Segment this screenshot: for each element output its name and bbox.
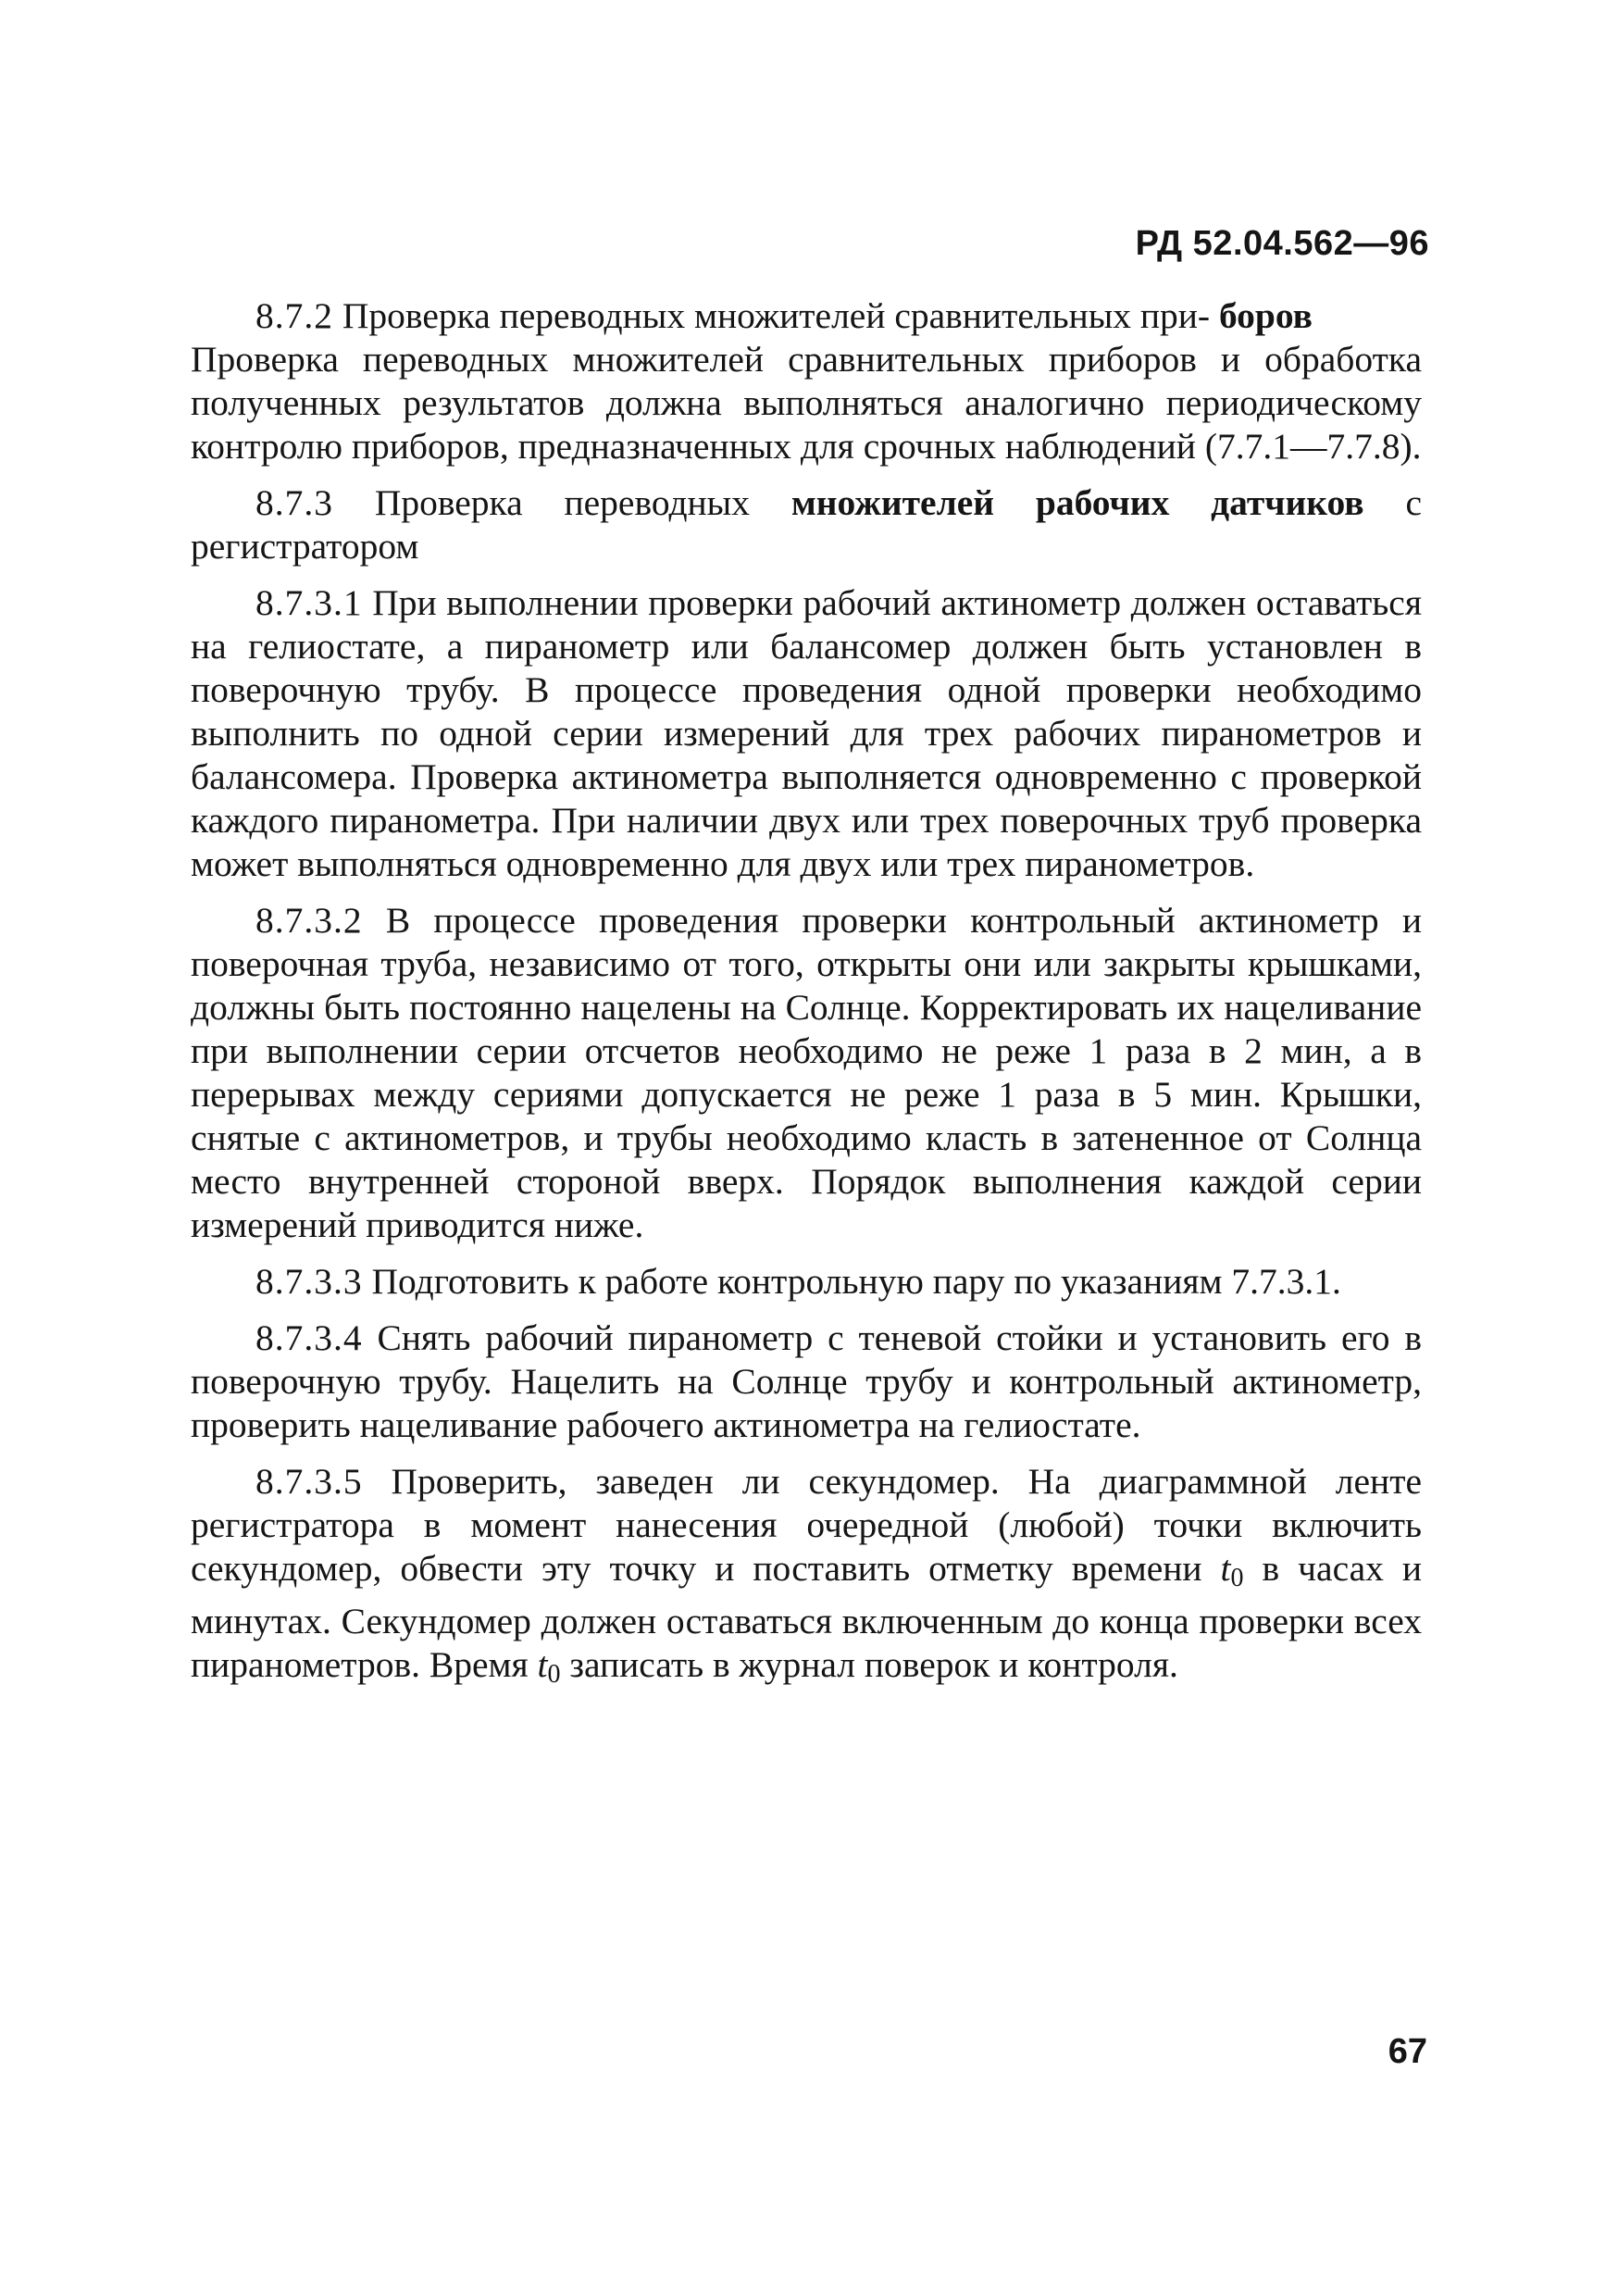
section-8-7-2 bbox=[191, 294, 1422, 338]
time-variable-letter: t bbox=[537, 1644, 548, 1685]
section-number: 8.7.3.2 bbox=[255, 900, 363, 941]
section-8-7-3-1 bbox=[191, 581, 1422, 886]
section-number: 8.7.3.5 bbox=[255, 1461, 363, 1502]
section-number: 8.7.3 bbox=[255, 482, 333, 523]
section-8-7-2-body: Проверка переводных множителей сравнительных приборов и обработка полученных результатов должна выполняться аналогично периодическому контролю приборов, предназначенных для срочных наблюдений (7.7.1—7.7.8). bbox=[191, 339, 1422, 467]
time-variable-subscript: 0 bbox=[1230, 1564, 1244, 1592]
time-variable-subscript: 0 bbox=[547, 1660, 561, 1689]
section-title-part2: множителей рабочих датчиков bbox=[790, 482, 1364, 523]
section-number: 8.7.3.4 bbox=[255, 1317, 363, 1358]
section-number: 8.7.3.1 bbox=[255, 582, 363, 623]
section-body-part3: записать в журнал поверок и контроля. bbox=[569, 1644, 1178, 1685]
section-8-7-3 bbox=[191, 481, 1422, 568]
section-title-part1: Проверка переводных bbox=[374, 482, 750, 523]
document-code: РД 52.04.562—96 bbox=[1135, 224, 1429, 263]
section-number: 8.7.3.3 bbox=[255, 1261, 363, 1302]
time-variable bbox=[1220, 1548, 1244, 1592]
section-body-part2: в часах и минутах. Секундомер должен оставаться включенным до конца проверки всех пиранометров. Время bbox=[191, 1548, 1423, 1685]
section-8-7-3-5 bbox=[191, 1460, 1422, 1696]
section-body: При выполнении проверки рабочий актинометр должен оставаться на гелиостате, а пиранометр или балансомер должен быть установлен в поверочную трубу. В процессе проведения одной проверки необходимо выполнить по одной серии измерений для трех рабочих пиранометров и балансомера. Проверка актинометра выполняется одновременно с проверкой каждого пиранометра. При наличии двух или трех поверочных труб проверка может выполняться одновременно для двух или трех пиранометров. bbox=[191, 582, 1423, 884]
page-body bbox=[191, 294, 1422, 1709]
section-8-7-2-heading bbox=[191, 294, 1422, 338]
section-body: В процессе проведения проверки контрольный актинометр и поверочная труба, независимо от того, открыты они или закрыты крышками, должны быть постоянно нацелены на Солнце. Корректировать их нацеливание при выполнении серии отсчетов необходимо не реже 1 раза в 2 мин, а в перерывах между сериями допускается не реже 1 раза в 5 мин. Крышки, снятые с актинометров, и трубы необходимо класть в затененное от Солнца место внутренней стороной вверх. Порядок выполнения каждой серии измерений приводится ниже. bbox=[191, 900, 1422, 1245]
page-number: 67 bbox=[1388, 2032, 1427, 2071]
section-body-part1: Проверить, заведен ли секундомер. На диаграммной ленте регистратора в момент нанесения очередной (любой) точки включить секундомер, обвести эту точку и поставить отметку времени bbox=[191, 1461, 1422, 1589]
section-title-end: боров bbox=[1218, 295, 1313, 336]
section-title: Проверка переводных множителей сравнительных при- bbox=[342, 295, 1211, 336]
section-8-7-3-4 bbox=[191, 1316, 1422, 1447]
section-body: Снять рабочий пиранометр с теневой стойки и установить его в поверочную трубу. Нацелить на Солнце трубу и контрольный актинометр, проверить нацеливание рабочего актинометра на гелиостате. bbox=[191, 1317, 1422, 1445]
section-8-7-3-3 bbox=[191, 1260, 1422, 1304]
section-number: 8.7.2 bbox=[255, 295, 333, 336]
section-8-7-3-2 bbox=[191, 899, 1422, 1247]
time-variable bbox=[537, 1644, 561, 1689]
section-body: Подготовить к работе контрольную пару по указаниям 7.7.3.1. bbox=[371, 1261, 1341, 1302]
time-variable-letter: t bbox=[1220, 1548, 1231, 1589]
section-title-part3: с регистратором bbox=[191, 482, 1422, 567]
